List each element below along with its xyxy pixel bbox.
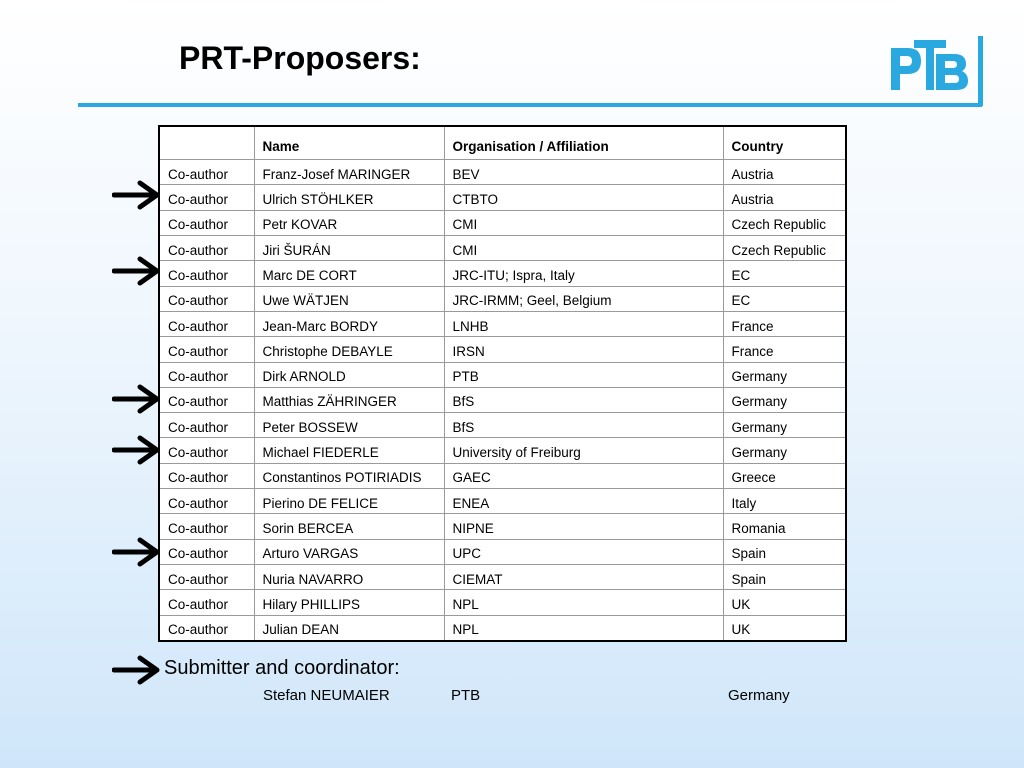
- cell-country: Germany: [723, 387, 845, 412]
- cell-country: France: [723, 311, 845, 336]
- cell-country: EC: [723, 286, 845, 311]
- cell-role: Co-author: [160, 514, 254, 539]
- cell-organisation: BEV: [444, 160, 723, 185]
- cell-country: Greece: [723, 463, 845, 488]
- cell-organisation: CMI: [444, 235, 723, 260]
- cell-organisation: NPL: [444, 615, 723, 640]
- cell-country: Spain: [723, 565, 845, 590]
- cell-name: Jiri ŠURÁN: [254, 235, 444, 260]
- cell-role: Co-author: [160, 311, 254, 336]
- cell-country: Romania: [723, 514, 845, 539]
- cell-organisation: CTBTO: [444, 185, 723, 210]
- submitter-organisation: PTB: [451, 687, 481, 704]
- cell-role: Co-author: [160, 261, 254, 286]
- arrow-icon: [112, 435, 162, 465]
- cell-role: Co-author: [160, 539, 254, 564]
- cell-organisation: GAEC: [444, 463, 723, 488]
- arrow-icon: [112, 256, 162, 286]
- cell-country: Czech Republic: [723, 210, 845, 235]
- cell-name: Jean-Marc BORDY: [254, 311, 444, 336]
- cell-name: Petr KOVAR: [254, 210, 444, 235]
- table-row: [160, 286, 845, 311]
- arrow-icon: [112, 537, 162, 567]
- header-country: Country: [723, 127, 845, 160]
- table-row: [160, 337, 845, 362]
- submitter-name: Stefan NEUMAIER: [263, 687, 390, 704]
- cell-role: Co-author: [160, 160, 254, 185]
- header-organisation: Organisation / Affiliation: [444, 127, 723, 160]
- table-row: [160, 514, 845, 539]
- cell-organisation: NIPNE: [444, 514, 723, 539]
- cell-role: Co-author: [160, 463, 254, 488]
- logo-letter-b: [936, 54, 968, 90]
- cell-name: Dirk ARNOLD: [254, 362, 444, 387]
- cell-name: Franz-Josef MARINGER: [254, 160, 444, 185]
- cell-country: Germany: [723, 413, 845, 438]
- table-row: [160, 438, 845, 463]
- arrow-icon: [112, 384, 162, 414]
- cell-country: Spain: [723, 539, 845, 564]
- title-underline: [78, 103, 982, 107]
- cell-role: Co-author: [160, 362, 254, 387]
- cell-name: Michael FIEDERLE: [254, 438, 444, 463]
- submitter-country: Germany: [728, 687, 790, 704]
- page-title: PRT-Proposers:: [179, 40, 421, 76]
- arrow-icon: [112, 655, 162, 685]
- table-row: [160, 387, 845, 412]
- cell-name: Marc DE CORT: [254, 261, 444, 286]
- cell-role: Co-author: [160, 235, 254, 260]
- cell-role: Co-author: [160, 185, 254, 210]
- table-row: [160, 261, 845, 286]
- cell-role: Co-author: [160, 489, 254, 514]
- cell-organisation: CMI: [444, 210, 723, 235]
- arrow-icon: [112, 180, 162, 210]
- cell-organisation: CIEMAT: [444, 565, 723, 590]
- cell-name: Sorin BERCEA: [254, 514, 444, 539]
- cell-role: Co-author: [160, 210, 254, 235]
- cell-organisation: UPC: [444, 539, 723, 564]
- cell-organisation: ENEA: [444, 489, 723, 514]
- table-row: [160, 539, 845, 564]
- cell-name: Constantinos POTIRIADIS: [254, 463, 444, 488]
- table-row: [160, 565, 845, 590]
- table-row: [160, 160, 845, 185]
- table-row: [160, 235, 845, 260]
- cell-name: Arturo VARGAS: [254, 539, 444, 564]
- proposers-table: [158, 125, 847, 642]
- ptb-logo: [888, 36, 988, 106]
- cell-organisation: PTB: [444, 362, 723, 387]
- cell-country: EC: [723, 261, 845, 286]
- cell-name: Ulrich STÖHLKER: [254, 185, 444, 210]
- cell-organisation: NPL: [444, 590, 723, 615]
- cell-name: Hilary PHILLIPS: [254, 590, 444, 615]
- cell-country: UK: [723, 590, 845, 615]
- cell-role: Co-author: [160, 615, 254, 640]
- table-row: [160, 311, 845, 336]
- cell-country: Italy: [723, 489, 845, 514]
- cell-name: Matthias ZÄHRINGER: [254, 387, 444, 412]
- header-name: Name: [254, 127, 444, 160]
- table-row: [160, 210, 845, 235]
- cell-name: Pierino DE FELICE: [254, 489, 444, 514]
- logo-bar: [978, 36, 983, 106]
- cell-name: Julian DEAN: [254, 615, 444, 640]
- cell-organisation: University of Freiburg: [444, 438, 723, 463]
- cell-country: Austria: [723, 185, 845, 210]
- cell-country: Czech Republic: [723, 235, 845, 260]
- cell-name: Peter BOSSEW: [254, 413, 444, 438]
- logo-letter-p: [891, 48, 921, 90]
- cell-organisation: JRC-ITU; Ispra, Italy: [444, 261, 723, 286]
- cell-country: Austria: [723, 160, 845, 185]
- table-row: [160, 590, 845, 615]
- table-row: [160, 185, 845, 210]
- cell-country: Germany: [723, 438, 845, 463]
- cell-role: Co-author: [160, 590, 254, 615]
- cell-name: Uwe WÄTJEN: [254, 286, 444, 311]
- cell-organisation: IRSN: [444, 337, 723, 362]
- cell-role: Co-author: [160, 413, 254, 438]
- cell-organisation: BfS: [444, 387, 723, 412]
- header-role: [160, 127, 254, 160]
- table-header-row: [160, 127, 845, 160]
- table-row: [160, 362, 845, 387]
- submitter-label: Submitter and coordinator:: [164, 657, 400, 679]
- cell-role: Co-author: [160, 438, 254, 463]
- cell-organisation: BfS: [444, 413, 723, 438]
- cell-country: UK: [723, 615, 845, 640]
- cell-country: Germany: [723, 362, 845, 387]
- table-row: [160, 489, 845, 514]
- cell-role: Co-author: [160, 387, 254, 412]
- cell-role: Co-author: [160, 286, 254, 311]
- cell-name: Christophe DEBAYLE: [254, 337, 444, 362]
- cell-name: Nuria NAVARRO: [254, 565, 444, 590]
- cell-organisation: JRC-IRMM; Geel, Belgium: [444, 286, 723, 311]
- cell-organisation: LNHB: [444, 311, 723, 336]
- cell-role: Co-author: [160, 337, 254, 362]
- cell-role: Co-author: [160, 565, 254, 590]
- table-row: [160, 413, 845, 438]
- table-row: [160, 615, 845, 640]
- cell-country: France: [723, 337, 845, 362]
- table-row: [160, 463, 845, 488]
